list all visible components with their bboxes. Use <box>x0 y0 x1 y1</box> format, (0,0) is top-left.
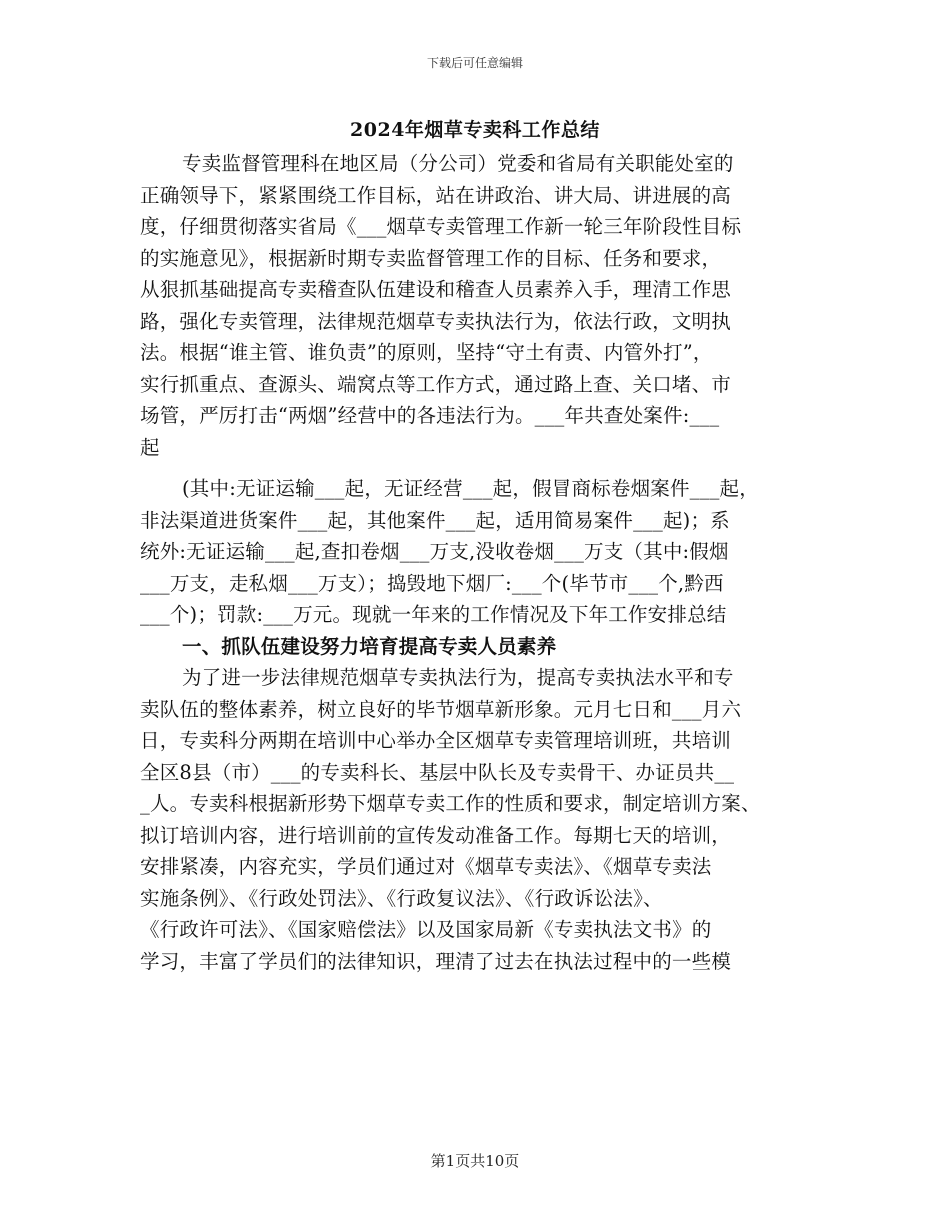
body-line: 学习，丰富了学员们的法律知识，理清了过去在执法过程中的一些模 <box>140 949 732 973</box>
body-line: 卖队伍的整体素养，树立良好的毕节烟草新形象。元月七日和___月六 <box>140 697 742 721</box>
body-line: ___个)；罚款:___万元。现就一年来的工作情况及下年工作安排总结 <box>140 603 727 626</box>
body-line: 度，仔细贯彻落实省局《___烟草专卖管理工作新一轮三年阶段性目标 <box>140 215 742 238</box>
body-line: 正确领导下，紧紧围绕工作目标，站在讲政治、讲大局、讲进展的高 <box>140 183 732 207</box>
body-line: ___万支，走私烟___万支）；捣毁地下烟厂:___个(毕节市___个,黔西 <box>140 571 724 595</box>
body-line: 《行政许可法》、《国家赔偿法》以及国家局新《专卖执法文书》的 <box>140 918 712 941</box>
body-line: 从狠抓基础提高专卖稽查队伍建设和稽查人员素养入手，理清工作思 <box>140 278 732 301</box>
body-line: 拟订培训内容，进行培训前的宣传发动准备工作。每期七天的培训， <box>140 823 732 847</box>
page-number: 第1页共10页 <box>430 1152 520 1170</box>
body-line: 实施条例》、《行政处罚法》、《行政复议法》、《行政诉讼法》、 <box>140 886 663 910</box>
body-line: 为了进一步法律规范烟草专卖执法行为，提高专卖执法水平和专 <box>182 666 734 689</box>
body-line: 统外:无证运输___起,查扣卷烟___万支,没收卷烟___万支（其中:假烟 <box>140 540 729 563</box>
body-line: 的实施意见》，根据新时期专卖监督管理工作的目标、任务和要求， <box>140 246 722 270</box>
section-heading: 一、抓队伍建设努力培育提高专卖人员素养 <box>182 634 557 658</box>
body-line: 安排紧凑，内容充实，学员们通过对《烟草专卖法》、《烟草专卖法 <box>140 855 712 878</box>
body-line: _人。专卖科根据新形势下烟草专卖工作的性质和要求，制定培训方案、 <box>140 792 761 815</box>
body-line: 日，专卖科分两期在培训中心举办全区烟草专卖管理培训班，共培训 <box>140 729 732 752</box>
body-line: 路，强化专卖管理，法律规范烟草专卖执法行为，依法行政，文明执 <box>140 309 732 333</box>
body-line: 法。根据“谁主管、谁负责”的原则，坚持“守土有责、内管外打”， <box>140 341 713 364</box>
document-title: 2024年烟草专卖科工作总结 <box>350 119 600 141</box>
header-note: 下载后可任意编辑 <box>426 56 523 70</box>
body-line: 专卖监督管理科在地区局（分公司）党委和省局有关职能处室的 <box>182 152 734 175</box>
body-line: (其中:无证运输___起，无证经营___起，假冒商标卷烟案件___起， <box>182 477 759 500</box>
body-line: 起 <box>140 435 160 459</box>
body-line: 场管，严厉打击“两烟”经营中的各违法行为。___年共查处案件:___ <box>140 404 720 427</box>
body-line: 全区8县（市）___的专卖科长、基层中队长及专卖骨干、办证员共__ <box>140 760 735 784</box>
body-line: 非法渠道进货案件___起，其他案件___起，适用简易案件___起)；系 <box>140 508 730 532</box>
body-line: 实行抓重点、查源头、端窝点等工作方式，通过路上查、关口堵、市 <box>140 372 732 396</box>
document-body <box>140 148 830 977</box>
